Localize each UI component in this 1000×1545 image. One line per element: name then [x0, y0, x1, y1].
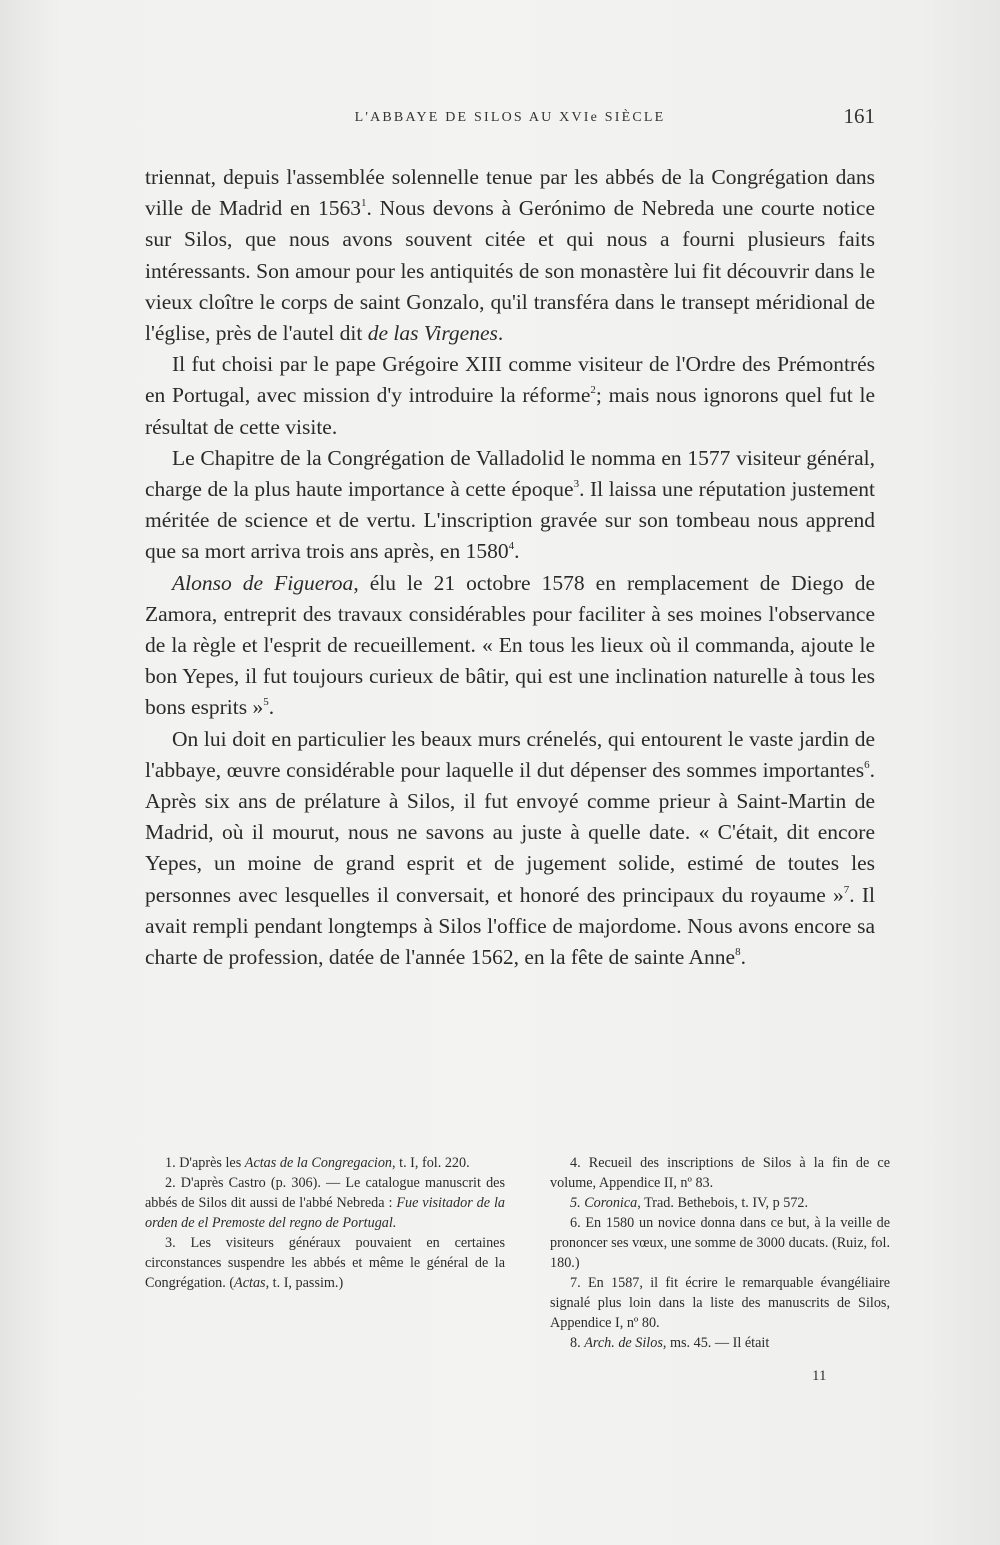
footnote-7: 7. En 1587, il fit écrire le remarquable évangéliaire signalé plus loin dans la liste des manuscrits de Silos, Appendice I, nº 80. — [550, 1275, 890, 1331]
footnote-ref-5: 5 — [263, 696, 269, 709]
footnote-8: 8. Arch. de Silos, ms. 45. — Il était — [570, 1335, 770, 1351]
footnote-2: 2. D'après Castro (p. 306). — Le catalogue manuscrit des abbés de Silos dit aussi de l'abbé Nebreda : Fue visitador de la orden de el Premoste del regno de Portugal. — [145, 1175, 505, 1231]
page-number: 161 — [843, 104, 875, 128]
footnote-6: 6. En 1580 un novice donna dans ce but, à la veille de prononcer ses vœux, une somme de 3000 ducats. (Ruiz, fol. 180.) — [550, 1215, 890, 1271]
footnote-1: 1. D'après les Actas de la Congregacion, t. I, fol. 220. — [165, 1155, 470, 1171]
footnote-5: 5. Coronica, Trad. Bethebois, t. IV, p 572. — [570, 1195, 809, 1211]
footnote-ref-8: 8 — [735, 946, 741, 959]
footnote-ref-6: 6 — [864, 758, 870, 771]
paragraph-2: Il fut choisi par le pape Grégoire XIII comme visiteur de l'Ordre des Prémontrés en Portugal, avec mission d'y introduire la réforme$^2$; mais nous ignorons quel fut le résultat de cette visite. — [145, 352, 875, 439]
footnote-4: 4. Recueil des inscriptions de Silos à la fin de ce volume, Appendice II, nº 83. — [550, 1155, 890, 1191]
italic-name: Alonso de Figueroa — [172, 570, 354, 595]
footnote-ref-2: 2 — [590, 384, 596, 397]
paragraph-5: On lui doit en particulier les beaux murs crénelés, qui entourent le vaste jardin de l'abbaye, œuvre considérable pour laquelle il dut dépenser des sommes importantes$^6$. Après six ans de prélature à Silos, il fut envoyé comme prieur à Saint-Martin de Madrid, où il mourut, nous ne savons au juste à quelle date. « C'était, dit encore Yepes, un moine de grand esprit et de jugement solide, estimé de toutes les personnes avec lesquelles il conversait, et honoré des principaux du royaume »$^7$. Il avait rempli pendant longtemps à Silos l'office de majordome. Nous avons encore sa charte de profession, datée de l'année 1562, en la fête de sainte Anne$^8$. — [145, 726, 875, 970]
footnote-ref-7: 7 — [843, 883, 850, 896]
body-text — [145, 162, 875, 973]
footnote-ref-3: 3 — [573, 478, 580, 491]
running-head: L'ABBAYE DE SILOS AU XVIe SIÈCLE — [354, 110, 666, 125]
footnotes-right-column — [550, 1153, 890, 1353]
paragraph-4: Alonso de Figueroa, élu le 21 octobre 1578 en remplacement de Diego de Zamora, entreprit des travaux considérables pour faciliter à ses moines l'observance de la règle et l'esprit de recueillement. « En tous les lieux où il commanda, ajoute le bon Yepes, il fut toujours curieux de bâtir, qui est une inclination naturelle à tous les bons esprits »$^5$. — [145, 570, 875, 720]
paragraph-3: Le Chapitre de la Congrégation de Valladolid le nomma en 1577 visiteur général, charge de la plus haute importance à cette époque$^3$. Il laissa une réputation justement méritée de science et de vertu. L'inscription gravée sur son tombeau nous apprend que sa mort arriva trois ans après, en 1580$^4$. — [145, 445, 875, 564]
italic-term: de las Virgenes — [367, 321, 498, 346]
footnote-ref-1: 1 — [361, 197, 367, 210]
paragraph-1: triennat, depuis l'assemblée solennelle tenue par les abbés de la Congrégation dans ville de Madrid en 1563$^1$. Nous devons à Gerónimo de Nebreda une courte notice sur Silos, que nous avons souvent citée et qui nous a fourni plusieurs faits intéressants. Son amour pour les antiquités de son monastère lui fit découvrir dans le vieux cloître le corps de saint Gonzalo, qu'il transféra dans le transept méridional de l'église, près de l'autel dit de las Virgenes. — [145, 165, 875, 346]
signature-mark: 11 — [812, 1368, 827, 1384]
footnote-3: 3. Les visiteurs généraux pouvaient en certaines circonstances suspendre les abbés et même le général de la Congrégation. (Actas, t. I, passim.) — [145, 1235, 505, 1291]
footnote-ref-4: 4 — [508, 540, 515, 553]
footnotes-left-column — [145, 1153, 505, 1293]
page-header — [145, 104, 875, 134]
